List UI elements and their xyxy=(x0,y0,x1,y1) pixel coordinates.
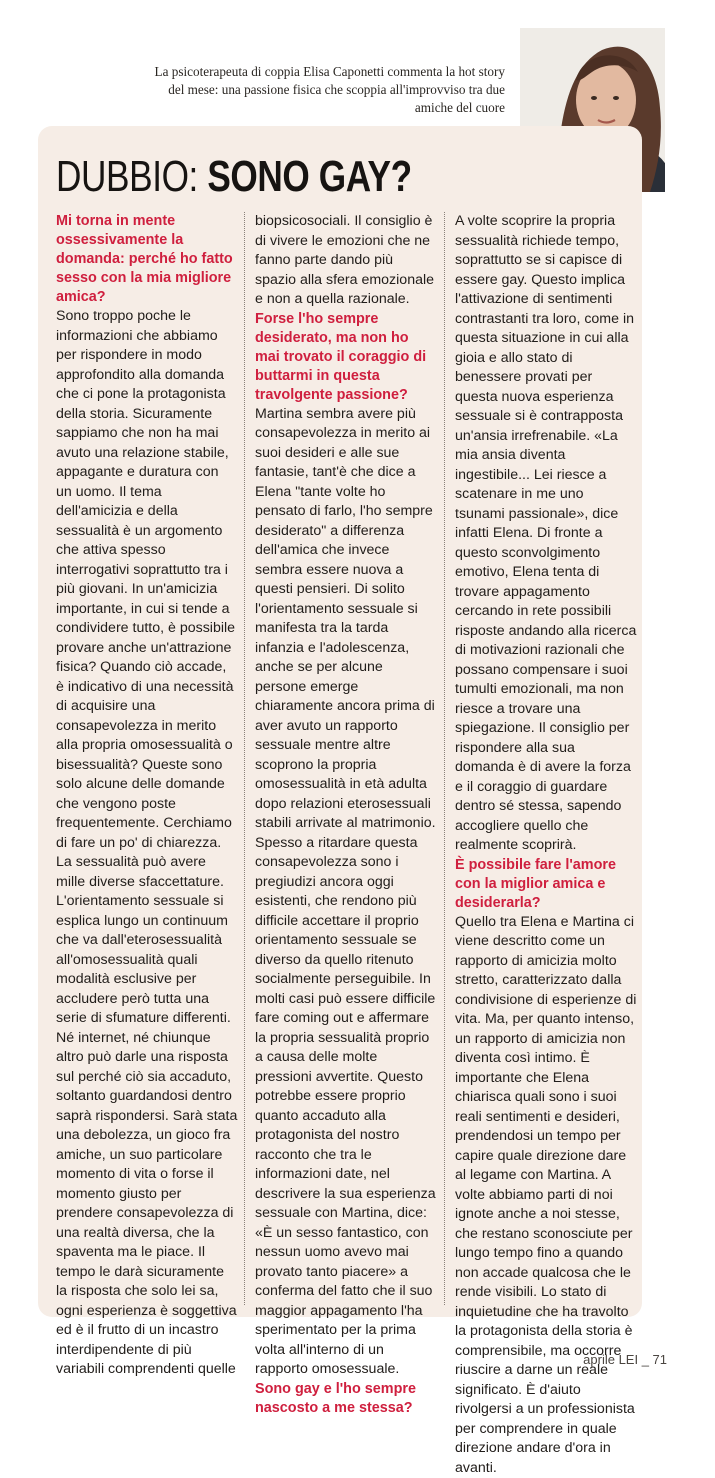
title-bold: SONO GAY? xyxy=(207,152,411,201)
body-text: Sono troppo poche le informazioni che abbiamo per rispondere in modo approfondito alla domanda che ci pone la protagonista della storia. Sicuramente sappiamo che non ha mai avuto una relazione stabile, appagante e duratura con un uomo. Il tema dell'amicizia e della sessualità è un argomento che attiva spesso interrogativi soprattutto tra i più giovani. In un'amicizia importante, in cui si tende a condividere tutto, è possibile provare anche un'attrazione fisica? Quando ciò accade, è indicativo di una necessità di acquisire una consapevolezza in merito alla propria omosessualità o bisessualità? Queste sono solo alcune delle domande che vengono poste frequentemente. Cerchiamo di fare un po' di chiarezza. La sessualità può avere mille diverse sfaccettature. L'orientamento sessuale si esplica lungo un continuum che va dall'eterosessualità all'omosessualità quali modalità esclusive per accludere però tutta una serie di sfumature differenti. Né internet, né chiunque altro può darle una risposta sul perché ciò sia accaduto, soltanto guardandosi dentro saprà rispondersi. Sarà stata una debolezza, un gioco fra amiche, un suo particolare momento di vita o forse il momento giusto per prendere consapevolezza di una realtà diversa, che la spaventa ma le piace. Il tempo le darà sicuramente la risposta che solo lei sa, ogni esperienza è soggettiva ed è il frutto di un incastro interdipendente di più variabili comprendenti quelle xyxy=(56,307,238,1380)
question-heading: Sono gay e l'ho sempre nascosto a me stessa? xyxy=(255,1380,437,1418)
page-footer: aprile LEI _ 71 xyxy=(583,1352,667,1367)
question-heading: È possibile fare l'amore con la miglior amica e desiderarla? xyxy=(455,856,637,913)
title-light: DUBBIO: xyxy=(56,152,207,201)
body-text: Quello tra Elena e Martina ci viene descritto come un rapporto di amicizia molto stretto, caratterizzato dalla condivisione di esperienze di vita. Ma, per quanto intenso, un rapporto di amicizia non diventa così intimo. È importante che Elena chiarisca quali sono i suoi reali sentimenti e desideri, prendendosi un tempo per capire quale direzione dare al legame con Martina. A volte abbiamo parti di noi ignote anche a noi stesse, che restano sconosciute per lungo tempo fino a quando non accade qualcosa che le rende visibili. Lo stato di inquietudine che ha travolto la protagonista della storia è comprensibile, ma occorre riuscire a darne un reale significato. È d'aiuto rivolgersi a un professionista per comprendere in quale direzione andare d'ora in avanti. xyxy=(455,913,637,1478)
column-divider xyxy=(444,212,445,1305)
column-2 xyxy=(255,212,437,1418)
body-text: A volte scoprire la propria sessualità richiede tempo, soprattutto se si capisce di essere gay. Questo implica l'attivazione di sentimenti contrastanti tra loro, come in questa situazione in cui alla gioia e allo stato di benessere provati per questa nuova esperienza sessuale si è contrapposta un'ansia irrefrenabile. «La mia ansia diventa ingestibile... Lei riesce a scatenare in me uno tsunami passionale», dice infatti Elena. Di fronte a questo sconvolgimento emotivo, Elena tenta di trovare appagamento cercando in rete possibili risposte andando alla ricerca di motivazioni razionali che possano compensare i suoi tumulti emozionali, ma non riesce a trovare una spiegazione. Il consiglio per rispondere alla sua domanda è di avere la forza e il coraggio di guardare dentro sé stessa, sapendo accogliere quello che realmente scoprirà. xyxy=(455,212,637,856)
column-1 xyxy=(56,212,238,1380)
column-divider xyxy=(244,212,245,1305)
question-heading: Mi torna in mente ossessivamente la domanda: perché ho fatto sesso con la mia migliore amica? xyxy=(56,212,238,307)
body-text: biopsicosociali. Il consiglio è di vivere le emozioni che ne fanno parte dando più spazio alla sfera emozionale e non a quella razionale. xyxy=(255,212,437,310)
question-heading: Forse l'ho sempre desiderato, ma non ho mai trovato il coraggio di buttarmi in questa travolgente passione? xyxy=(255,310,437,405)
intro-caption: La psicoterapeuta di coppia Elisa Caponetti commenta la hot story del mese: una passione fisica che scoppia all'improvviso tra due amiche del cuore xyxy=(150,63,505,117)
column-3 xyxy=(455,212,637,1478)
article-title xyxy=(56,146,408,208)
body-text: Martina sembra avere più consapevolezza in merito ai suoi desideri e alle sue fantasie, tant'è che dice a Elena "tante volte ho pensato di farlo, l'ho sempre desiderato" a differenza dell'amica che invece sembra essere nuova a questi pensieri. Di solito l'orientamento sessuale si manifesta tra la tarda infanzia e l'adolescenza, anche se per alcune persone emerge chiaramente ancora prima di aver avuto un rapporto sessuale mentre altre scoprono la propria omosessualità in età adulta dopo relazioni eterosessuali stabili arrivate al matrimonio. Spesso a ritardare questa consapevolezza sono i pregiudizi ancora oggi esistenti, che rendono più difficile accettare il proprio orientamento sessuale se diverso da quello ritenuto socialmente perseguibile. In molti casi può essere difficile fare coming out e affermare la propria sessualità proprio a causa delle molte pressioni avvertite. Questo potrebbe essere proprio quanto accaduto alla protagonista del nostro racconto che tra le informazioni date, nel descrivere la sua esperienza sessuale con Martina, dice: «È un sesso fantastico, con nessun uomo avevo mai provato tanto piacere» a conferma del fatto che il suo maggior appagamento l'ha sperimentato per la prima volta all'interno di un rapporto omosessuale. xyxy=(255,405,437,1380)
